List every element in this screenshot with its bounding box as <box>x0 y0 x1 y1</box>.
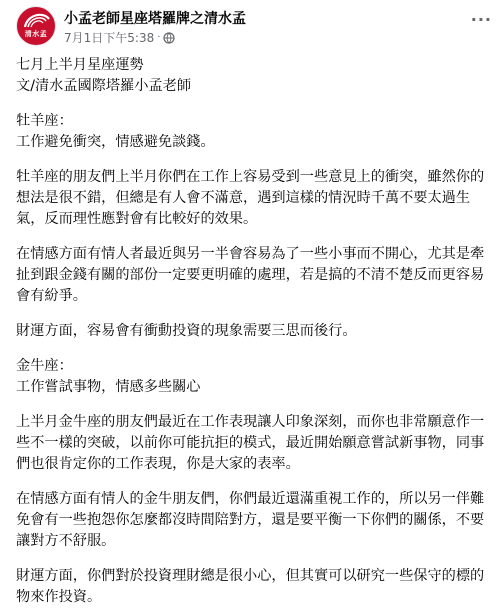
post-timestamp[interactable]: 7月1日下午5:38 <box>64 31 155 45</box>
aries-summary: 工作避免衝突，情感避免談錢。 <box>16 134 215 150</box>
post-author: 文/清水孟國際塔羅小孟老師 <box>16 78 192 94</box>
more-horizontal-icon[interactable]: ··· <box>470 10 492 29</box>
aries-work-paragraph: 牡羊座的朋友們上半月你們在工作上容易受到一些意見上的衝突，雖然你的想法是很不錯，但總是有人會不滿意，遇到這樣的情況時千萬不要太過生氣，反而理性應對會有比較好的效果。 <box>16 169 485 227</box>
aries-heading: 牡羊座： <box>16 113 73 129</box>
avatar-logo-text: 清水孟 <box>24 29 48 38</box>
globe-icon[interactable] <box>163 32 175 44</box>
post-title: 七月上半月星座運勢 <box>16 57 144 73</box>
taurus-work-paragraph: 上半月金牛座的朋友們最近在工作表現讓人印象深刻，而你也非常願意作一些不一樣的突破，以前你可能抗拒的模式，最近開始願意嘗試新事物，同事們也很肯定你的工作表現，你是大家的表率。 <box>16 414 485 472</box>
taurus-love-paragraph: 在情感方面有情人的金牛朋友們，你們最近還滿重視工作的，所以另一伴難免會有一些抱怨你怎麼都沒時間陪對方，還是要平衡一下你們的關係，不要讓對方不舒服。 <box>16 491 485 549</box>
taurus-heading: 金牛座： <box>16 358 73 374</box>
post-meta <box>64 29 175 46</box>
logo-swirl-icon <box>17 7 56 46</box>
aries-money-paragraph: 財運方面，容易會有衝動投資的現象需要三思而後行。 <box>16 323 357 339</box>
post-body <box>16 55 490 608</box>
page-avatar[interactable] <box>16 6 56 46</box>
taurus-summary: 工作嘗試事物，情感多些關心 <box>16 379 201 395</box>
taurus-money-paragraph: 財運方面，你們對於投資理財總是很小心，但其實可以研究一些保守的標的物來作投資。 <box>16 568 485 605</box>
page-name-link[interactable]: 小孟老師星座塔羅牌之清水孟 <box>64 11 246 27</box>
aries-love-paragraph: 在情感方面有情人者最近與另一半會容易為了一些小事而不開心，尤其是牽扯到跟金錢有關的部份一定要更明確的處理，若是搞的不清不楚反而更容易會有紛爭。 <box>16 246 485 304</box>
post-header <box>16 6 492 50</box>
meta-separator: · <box>157 32 161 43</box>
